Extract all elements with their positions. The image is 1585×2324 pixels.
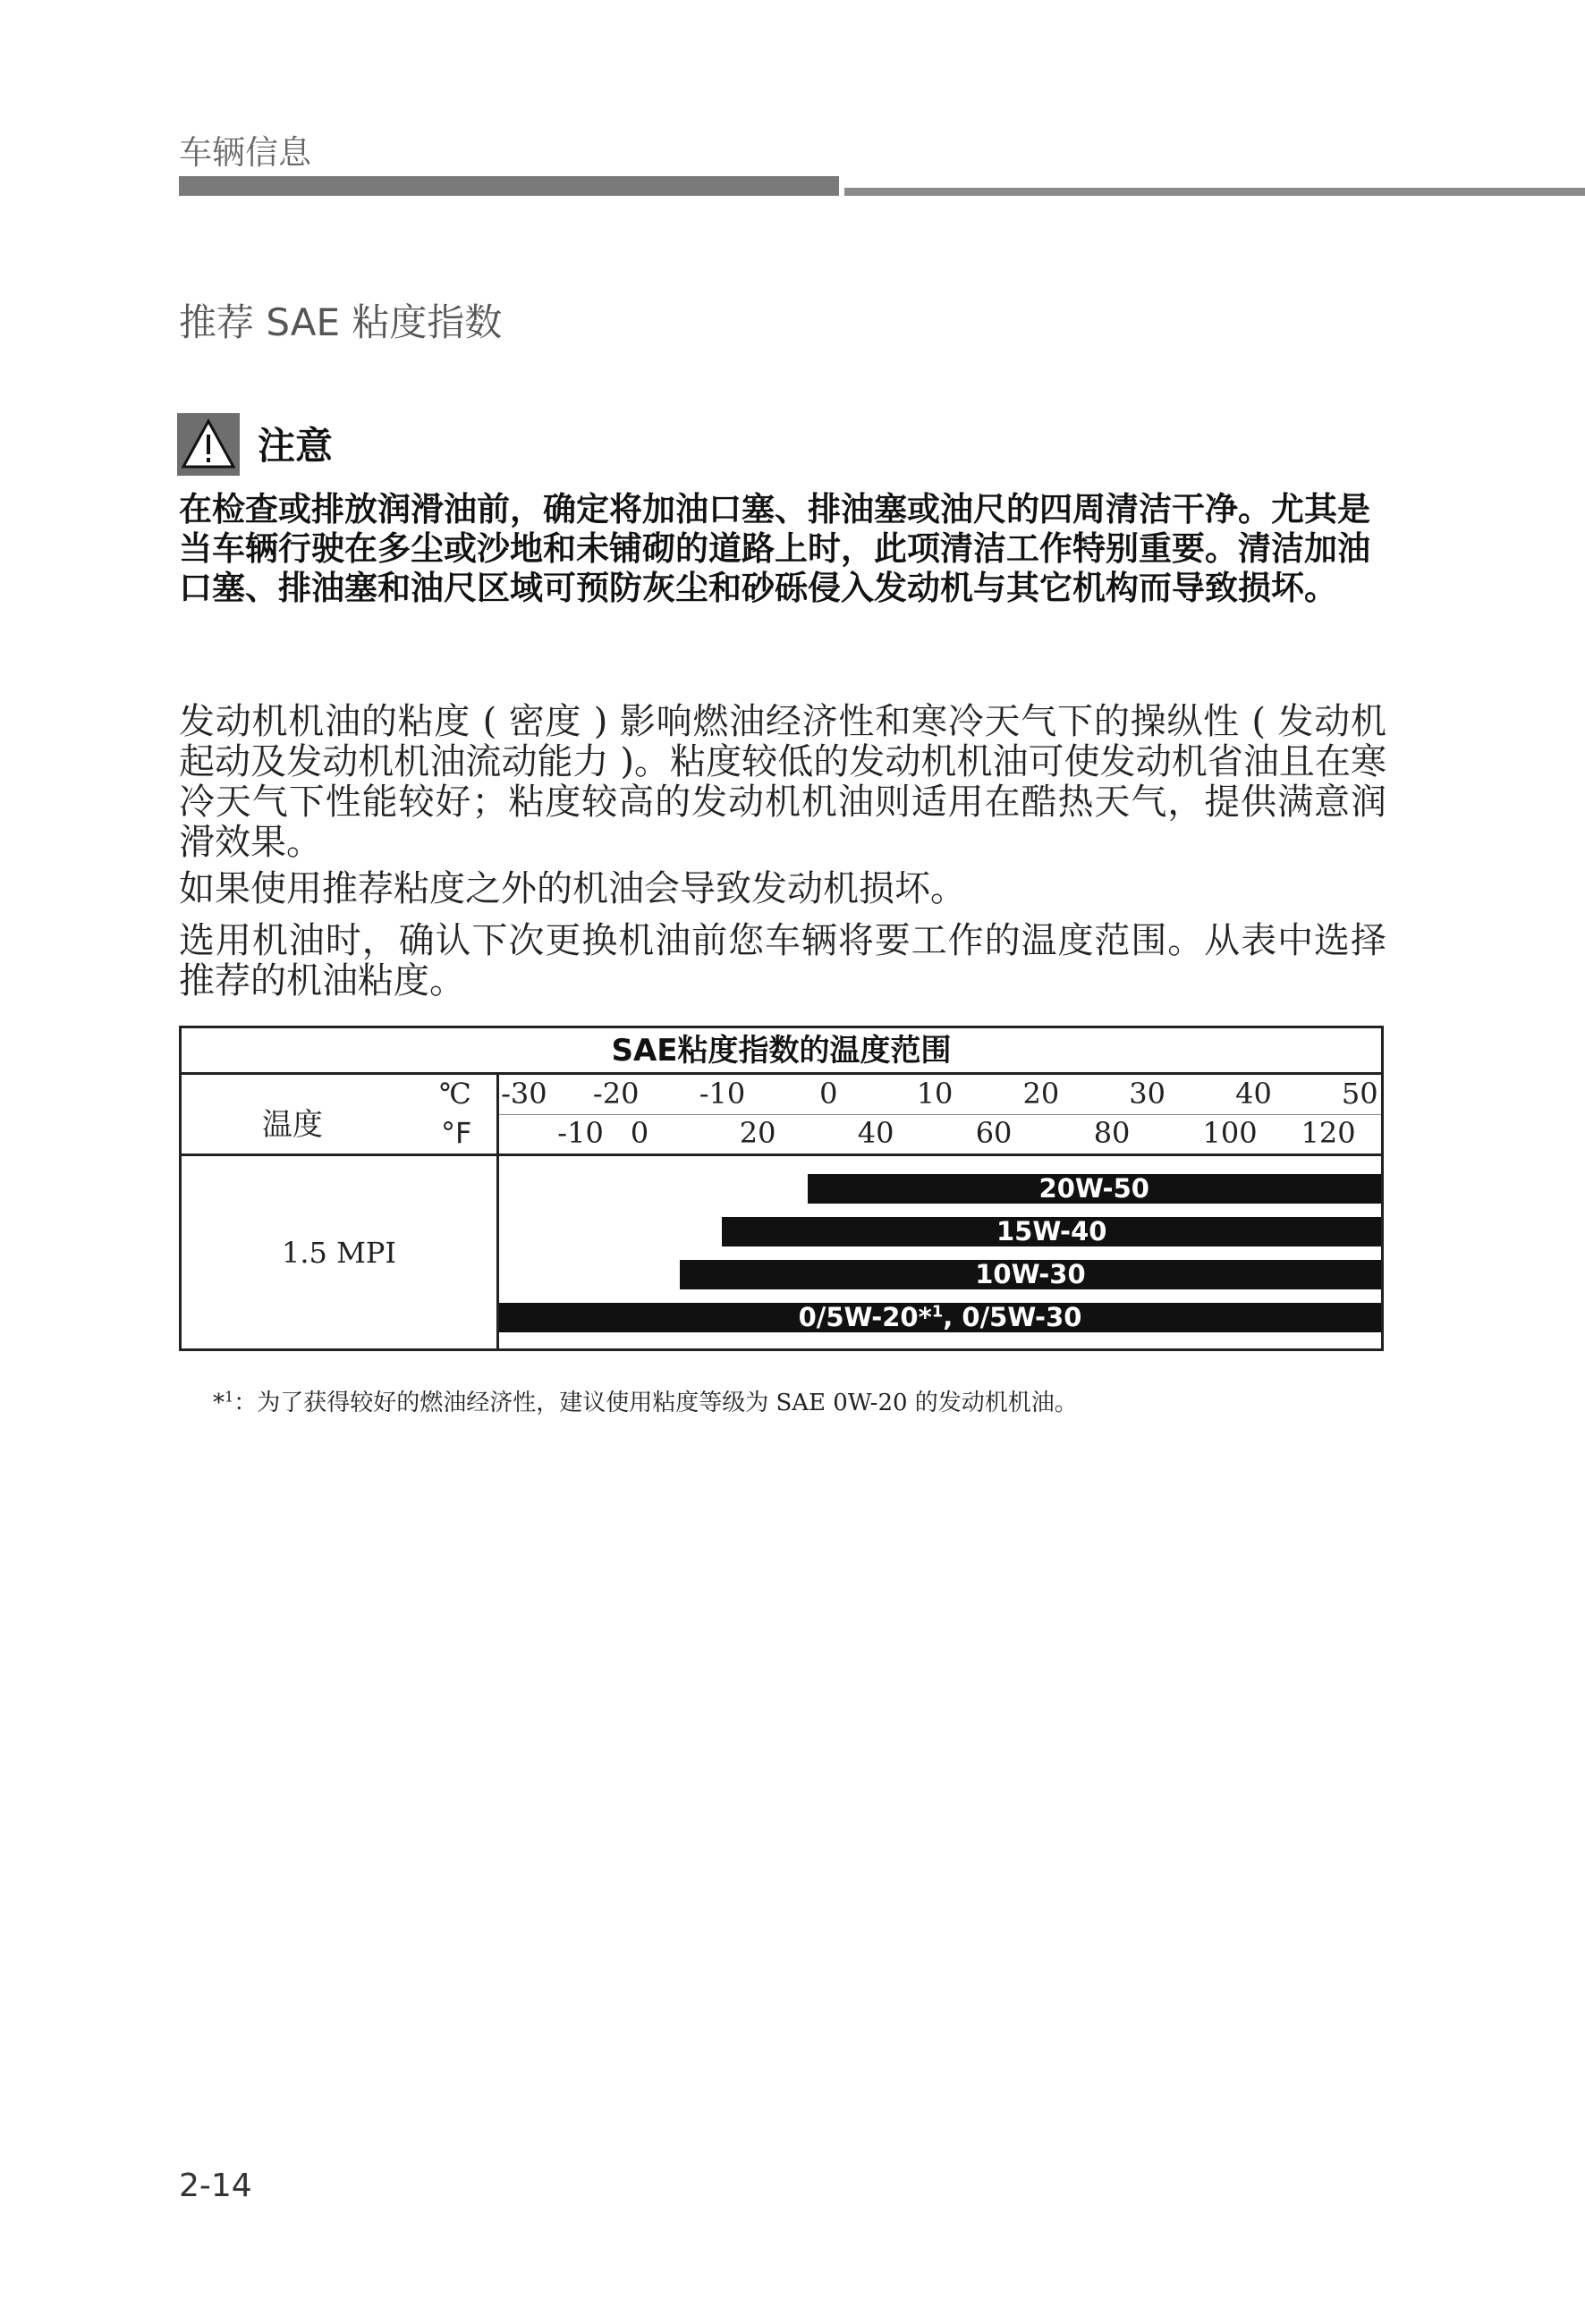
- header-rule-light: [844, 188, 1585, 196]
- caution-title: 注意: [258, 424, 334, 468]
- celsius-tick: -10: [699, 1077, 746, 1111]
- section-header-label: 车辆信息: [179, 133, 311, 172]
- celsius-tick: 0: [819, 1077, 838, 1111]
- page-subtitle: 推荐 SAE 粘度指数: [179, 300, 503, 344]
- viscosity-bar: [722, 1217, 1381, 1247]
- viscosity-bar: [808, 1174, 1381, 1204]
- bar-label: 0/5W-20*: [798, 1302, 932, 1332]
- celsius-tick: 10: [916, 1077, 954, 1111]
- footnote-mark: *: [213, 1390, 225, 1416]
- fahrenheit-tick: 20: [739, 1116, 776, 1150]
- body-paragraph: 选用机油时，确认下次更换机油前您车辆将要工作的温度范围。从表中选择推荐的机油粘度。: [179, 920, 1386, 1001]
- bar-label-sup: 1: [931, 1302, 944, 1322]
- fahrenheit-tick: 0: [630, 1116, 649, 1150]
- celsius-unit: ℃: [439, 1077, 471, 1111]
- footnote-text: ：为了获得较好的燃油经济性，建议使用粘度等级为 SAE 0W-20 的发动机机油。: [233, 1390, 1078, 1416]
- celsius-tick: 40: [1235, 1077, 1272, 1111]
- footnote-sup: 1: [225, 1388, 234, 1406]
- celsius-tick: -30: [501, 1077, 547, 1111]
- fahrenheit-tick: 80: [1093, 1116, 1131, 1150]
- fahrenheit-tick: -10: [557, 1116, 604, 1150]
- body-paragraph: 发动机机油的粘度 ( 密度 ) 影响燃油经济性和寒冷天气下的操纵性 ( 发动机起动及发动机机油流动能力 )。粘度较低的发动机机油可使发动机省油且在寒冷天气下性能较好；粘度较高的发动机机油则适用在酷热天气，提供满意润滑效果。: [179, 701, 1386, 863]
- warning-triangle-icon: [177, 413, 240, 476]
- celsius-tick: -20: [592, 1077, 640, 1111]
- celsius-tick: 50: [1341, 1077, 1378, 1111]
- bar-label: 10W-30: [975, 1259, 1086, 1289]
- footnote: [213, 1384, 1078, 1417]
- caution-text: 在检查或排放润滑油前，确定将加油口塞、排油塞或油尺的四周清洁干净。尤其是当车辆行驶在多尘或沙地和未铺砌的道路上时，此项清洁工作特别重要。清洁加油口塞、排油塞和油尺区域可预防灰尘和砂砾侵入发动机与其它机构而导致损坏。: [179, 490, 1370, 607]
- engine-label: 1.5 MPI: [282, 1236, 396, 1270]
- fahrenheit-tick: 40: [857, 1116, 894, 1150]
- celsius-tick: 20: [1022, 1077, 1060, 1111]
- fahrenheit-tick: 60: [975, 1116, 1013, 1150]
- celsius-tick: 30: [1129, 1077, 1165, 1111]
- page-number: 2-14: [179, 2168, 252, 2204]
- fahrenheit-tick: 120: [1301, 1116, 1356, 1150]
- viscosity-bar: [499, 1303, 1381, 1332]
- bars-area: [499, 1156, 1381, 1351]
- viscosity-bar: [680, 1260, 1381, 1289]
- header-rule-dark: [179, 176, 839, 196]
- viscosity-chart: [179, 1026, 1384, 1351]
- temperature-label: 温度: [262, 1107, 323, 1143]
- fahrenheit-unit: °F: [441, 1116, 472, 1150]
- bar-label-tail: , 0/5W-30: [943, 1302, 1082, 1332]
- bar-label: 15W-40: [996, 1216, 1107, 1247]
- bar-label: 20W-50: [1038, 1173, 1149, 1204]
- body-paragraph: 如果使用推荐粘度之外的机油会导致发动机损坏。: [179, 868, 966, 909]
- chart-title: SAE粘度指数的温度范围: [182, 1028, 1381, 1075]
- fahrenheit-tick: 100: [1202, 1116, 1258, 1150]
